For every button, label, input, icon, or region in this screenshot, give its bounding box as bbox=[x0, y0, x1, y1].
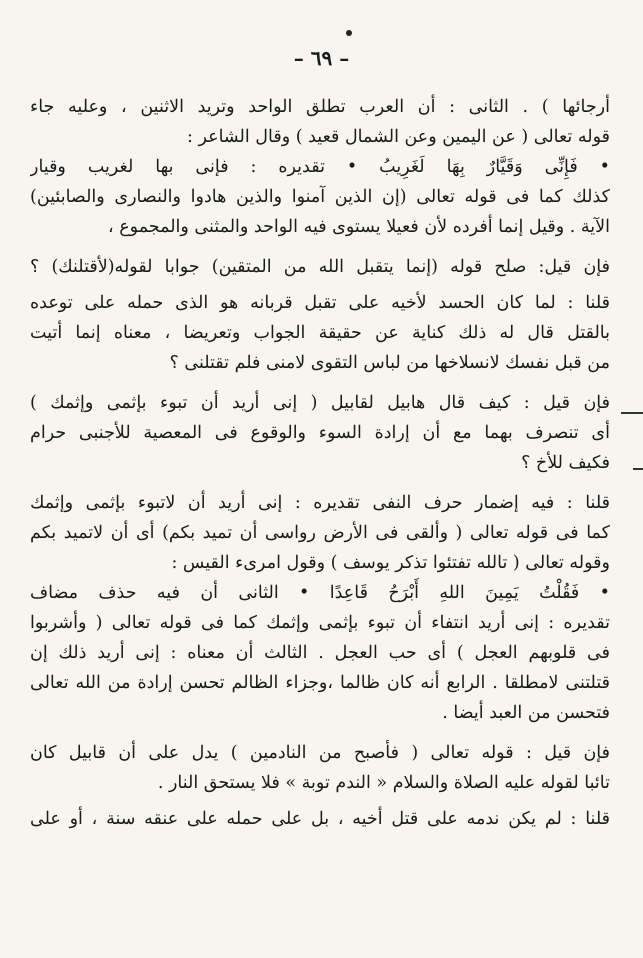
text-line: كذلك كما فى قوله تعالى (إن الذين آمنوا والذين هادوا والنصارى والصابئين) bbox=[30, 187, 610, 207]
text-line: قلنا : فيه إضمار حرف النفى تقديره : إنى أريد أن لاتبوء بإثمى وإثمك bbox=[30, 493, 610, 513]
paragraph-1 bbox=[30, 92, 610, 242]
text-line: وقوله تعالى ( تالله تفتئوا تذكر يوسف ) وقول امرىء القيس : bbox=[171, 553, 610, 573]
paragraph-6 bbox=[30, 738, 610, 798]
paragraph-2 bbox=[30, 252, 610, 282]
text-line: أرجائها ) . الثانى : أن العرب تطلق الواحد وتريد الاثنين ، وعليه جاء bbox=[30, 97, 610, 117]
text-line: قلنا : لم يكن ندمه على قتل أخيه ، بل على حمله على عنقه سنة ، أو على bbox=[30, 809, 610, 829]
text-line: فإن قيل : كيف قال هابيل لقابيل ( إنى أريد أن تبوء بإثمى وإثمك ) bbox=[30, 393, 610, 413]
text-line: فتحسن من العبد أيضا . bbox=[442, 703, 610, 723]
paragraph-4 bbox=[30, 388, 610, 478]
paragraph-3 bbox=[30, 288, 610, 378]
text-line: قلنا : لما كان الحسد لأخيه على تقبل قربانه هو الذى حمله على توعده bbox=[30, 293, 610, 313]
text-line: الآية . وقيل إنما أفرده لأن فعيلا يستوى فيه الواحد والمثنى والمجموع ، bbox=[108, 217, 610, 237]
text-line: كما فى قوله تعالى ( وألقى فى الأرض رواسى أن تميد بكم) أى أن لاتميد بكم bbox=[30, 523, 610, 543]
text-line: تائبا لقوله عليه الصلاة والسلام « الندم توبة » فلا يستحق النار . bbox=[157, 773, 610, 793]
text-line: قوله تعالى ( عن اليمين وعن الشمال قعيد ) وقال الشاعر : bbox=[187, 127, 610, 147]
text-line: فى قلوبهم العجل ) أى حب العجل . الثالث أن معناه : إنى أريد ذلك إن bbox=[30, 643, 610, 663]
text-line: • فَقُلْتُ يَمِينَ اللهِ أَبْرَحُ قَاعِدًا • الثانى أن فيه حذف مضاف bbox=[30, 583, 610, 603]
text-line: قتلتنى لامطلقا . الرابع أنه كان ظالما ،وجزاء الظالم تحسن إرادة من الله تعالى bbox=[30, 673, 610, 693]
ink-spot bbox=[346, 30, 352, 36]
page-number: – ٦٩ – bbox=[293, 46, 350, 70]
page-body bbox=[30, 92, 610, 834]
text-line: بالقتل قال له ذلك كناية عن حقيقة الجواب وتعريضا ، معناه إنما أتيت bbox=[30, 323, 610, 343]
text-line: فإن قيل: صلح قوله (إنما يتقبل الله من المتقين) جوابا لقوله(لأقتلنك) ؟ bbox=[30, 257, 610, 277]
text-line: تقديره : إنى أريد انتفاء أن تبوء بإثمى وإثمك كما فى قوله تعالى ( وأشربوا bbox=[30, 613, 610, 633]
text-line: • فَإِنِّى وَقَيَّارٌ بِهَا لَغَرِيبُ • تقديره : فإنى بها لغريب وقيار bbox=[30, 157, 610, 177]
margin-mark bbox=[633, 468, 643, 470]
margin-mark bbox=[621, 412, 643, 414]
text-line: فإن قيل : قوله تعالى ( فأصبح من النادمين ) يدل على أن قابيل كان bbox=[30, 743, 610, 763]
text-line: أى تنصرف بهما مع أن إرادة السوء والوقوع فى المعصية للأجنبى حرام bbox=[30, 423, 610, 443]
paragraph-5 bbox=[30, 488, 610, 728]
paragraph-7 bbox=[30, 804, 610, 834]
text-line: من قبل نفسك لانسلاخها من لباس التقوى لامنى فلم تقتلنى ؟ bbox=[169, 353, 610, 373]
text-line: فكيف للأخ ؟ bbox=[521, 453, 610, 473]
